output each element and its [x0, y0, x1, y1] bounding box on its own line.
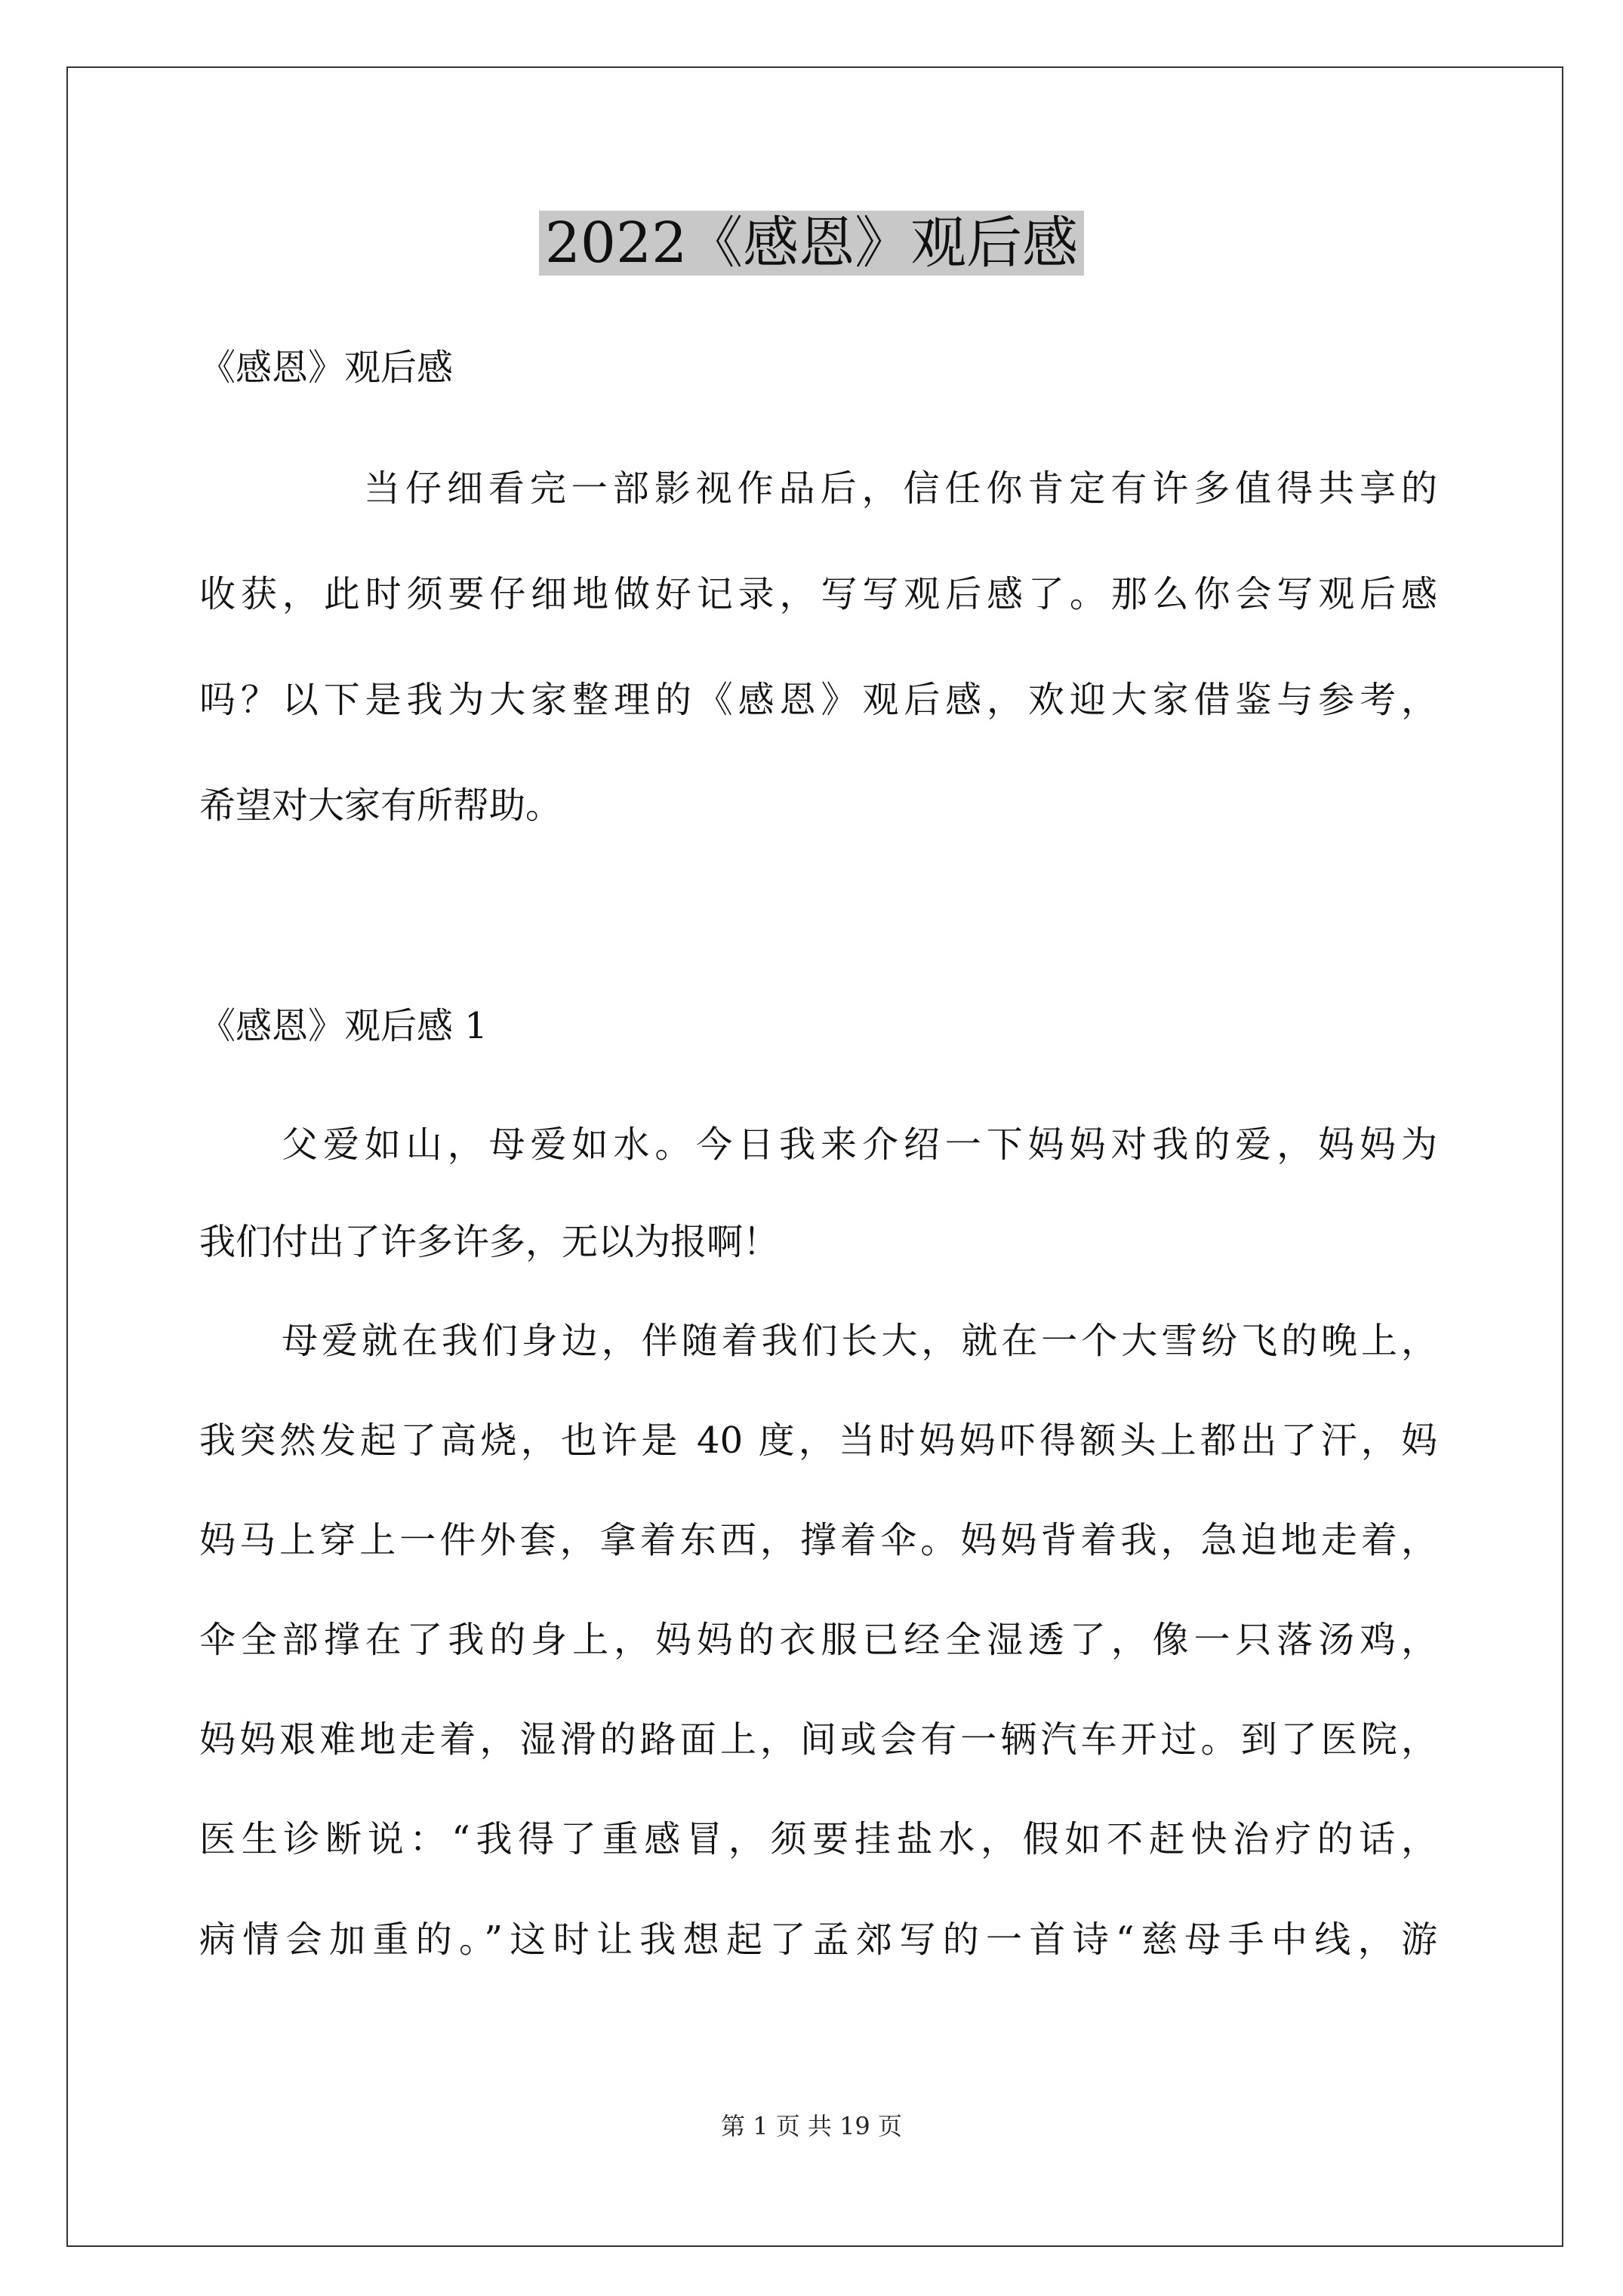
subtitle: 《感恩》观后感	[199, 347, 454, 389]
paragraph-line: 伞全部撑在了我的身上，妈妈的衣服已经全湿透了，像一只落汤鸡，	[199, 1619, 1437, 1661]
intro-line: 吗？以下是我为大家整理的《感恩》观后感，欢迎大家借鉴与参考，	[199, 679, 1437, 721]
section-heading: 《感恩》观后感 1	[199, 1005, 488, 1047]
paragraph-line: 病情会加重的。”这时让我想起了孟郊写的一首诗“慈母手中线，游	[199, 1918, 1437, 1961]
paragraph-line: 妈妈艰难地走着，湿滑的路面上，间或会有一辆汽车开过。到了医院，	[199, 1718, 1437, 1761]
paragraph-line: 我们付出了许多许多，无以为报啊！	[199, 1221, 780, 1263]
paragraph-line: 我突然发起了高烧，也许是 40 度，当时妈妈吓得额头上都出了汗，妈	[199, 1419, 1437, 1462]
intro-line: 当仔细看完一部影视作品后，信任你肯定有许多值得共享的	[364, 467, 1437, 510]
title-text: 2022《感恩》观后感	[539, 211, 1084, 276]
intro-line: 收获，此时须要仔细地做好记录，写写观后感了。那么你会写观后感	[199, 573, 1437, 615]
page-footer: 第 1 页 共 19 页	[721, 2112, 902, 2140]
paragraph-line: 父爱如山，母爱如水。今日我来介绍一下妈妈对我的爱，妈妈为	[282, 1123, 1437, 1166]
paragraph-line: 医生诊断说：“我得了重感冒，须要挂盐水，假如不赶快治疗的话，	[199, 1818, 1437, 1860]
intro-line: 希望对大家有所帮助。	[199, 784, 562, 827]
paragraph-line: 妈马上穿上一件外套，拿着东西，撑着伞。妈妈背着我，急迫地走着，	[199, 1519, 1437, 1561]
document-title	[0, 205, 1623, 281]
paragraph-line: 母爱就在我们身边，伴随着我们长大，就在一个大雪纷飞的晚上，	[282, 1320, 1437, 1362]
